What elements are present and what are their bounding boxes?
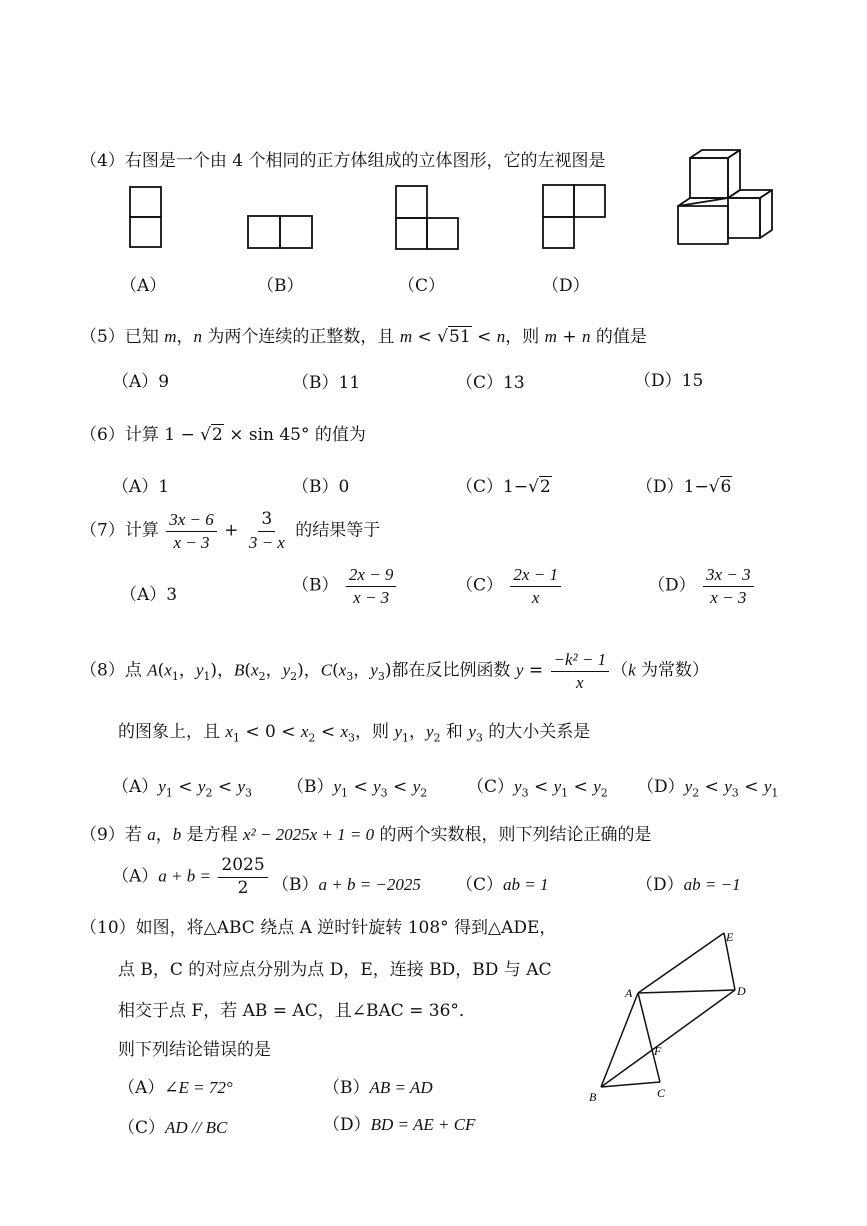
q8-option-d: $(D)y_2 < y_3 < y_1$ (637, 777, 779, 800)
q9-stem: （9）若 a，b 是方程 x² − 2025x + 1 = 0 的两个实数根，则下列结论正确的是 (80, 825, 652, 845)
q4-option-d-view (541, 183, 608, 251)
label-c: C (657, 1086, 666, 1100)
q4-option-c-label: （C） (398, 276, 446, 296)
q4-option-b-view (246, 214, 314, 251)
q10-line2: 点 B，C 的对应点分别为点 D，E，连接 BD，BD 与 AC (118, 960, 552, 980)
q6-stem: （6）计算 1 − √2 × sin 45° 的值为 (80, 425, 366, 445)
q5-option-c: （C）13 (456, 373, 525, 393)
q4-option-b-label: （B） (257, 276, 304, 296)
q10-option-d: （D）BD = AE + CF (323, 1115, 476, 1135)
q4-option-c-view (394, 184, 461, 252)
q10-line3: 相交于点 F，若 AB = AC，且∠BAC = 36°． (118, 1001, 476, 1021)
q5-stem: （5）已知 m，n 为两个连续的正整数，且 m < √51 < n，则 m + n 的值是 (80, 327, 647, 347)
q7-option-c: （C） $\frac{2x - 1}{x}$ (456, 565, 563, 607)
q6-option-b: （B）0 (292, 477, 350, 497)
q7-stem: （7）计算 $\frac{3x - 6}{x - 3}$ + $\frac{3}{3 - x}$ 的结果等于 (80, 509, 381, 552)
q9-option-c: （C）ab = 1 (456, 875, 549, 895)
q5-option-b: （B）11 (292, 373, 361, 393)
q4-option-d-label: （D） (542, 276, 590, 296)
q8-option-c: $(C)y_3 < y_1 < y_2$ (467, 777, 608, 800)
q6-option-a: （A）1 (112, 477, 170, 497)
q9-option-b: （B）a + b = −2025 (272, 875, 421, 895)
q7-option-d: （D） $\frac{3x - 3}{x - 3}$ (648, 565, 756, 607)
q4-option-a-label: （A） (120, 276, 167, 296)
q9-option-a: （A）a + b = $\frac{2025}{2}$ (112, 856, 270, 898)
label-d: D (737, 984, 746, 998)
segment-ae (638, 933, 724, 993)
q5-option-d: （D）15 (634, 371, 704, 391)
label-a: A (625, 986, 633, 1000)
q4-stem: （4）右图是一个由 4 个相同的正方体组成的立体图形，它的左视图是 (80, 151, 606, 171)
segment-bc (601, 1082, 660, 1087)
label-b: B (589, 1090, 597, 1104)
q8-option-b: $(B)y_1 < y_3 < y_2$ (287, 777, 428, 800)
segment-ac (638, 993, 660, 1082)
q9-option-d: （D）ab = −1 (636, 875, 741, 895)
q10-line1: （10）如图，将△ABC 绕点 A 逆时针旋转 108° 得到△ADE， (80, 918, 557, 938)
segment-bd (601, 990, 735, 1087)
q7-option-b: （B） $\frac{2x - 9}{x - 3}$ (292, 565, 398, 607)
q4-option-a-view (128, 185, 164, 251)
q7-option-a: （A）3 (120, 585, 178, 605)
q4-solid-figure (672, 146, 780, 248)
q5-option-a: （A）9 (112, 372, 170, 392)
q8-stem: （8）点 $A(x_1$，$y_1$)，$B(x_2$，$y_2$)，$C(x_3$，$y_3$)都在反比例函数 y = $\frac{\text{−k² − 1}}{x}$ （k 为常数） (80, 650, 710, 692)
label-f: F (654, 1044, 662, 1058)
q10-option-c: （C）AD // BC (118, 1118, 228, 1138)
label-e: E (726, 930, 734, 944)
q10-geometry-figure (585, 925, 765, 1110)
q8-option-a: $(A)y_1 < y_2 < y_3$ (112, 777, 253, 800)
q10-option-a: （A）∠E = 72° (118, 1078, 233, 1098)
q6-option-d: （D）1−√6 (636, 477, 732, 497)
q10-line4: 则下列结论错误的是 (118, 1040, 271, 1060)
q10-option-b: （B）AB = AD (323, 1078, 433, 1098)
segment-ad (638, 990, 735, 993)
q6-option-c: （C）1−√2 (456, 477, 551, 497)
q8-line2: 的图象上，且 $x_1 < 0 < x_2 < x_3$，则 $y_1$，$y_2$ 和 $y_3$ 的大小关系是 (118, 722, 591, 745)
